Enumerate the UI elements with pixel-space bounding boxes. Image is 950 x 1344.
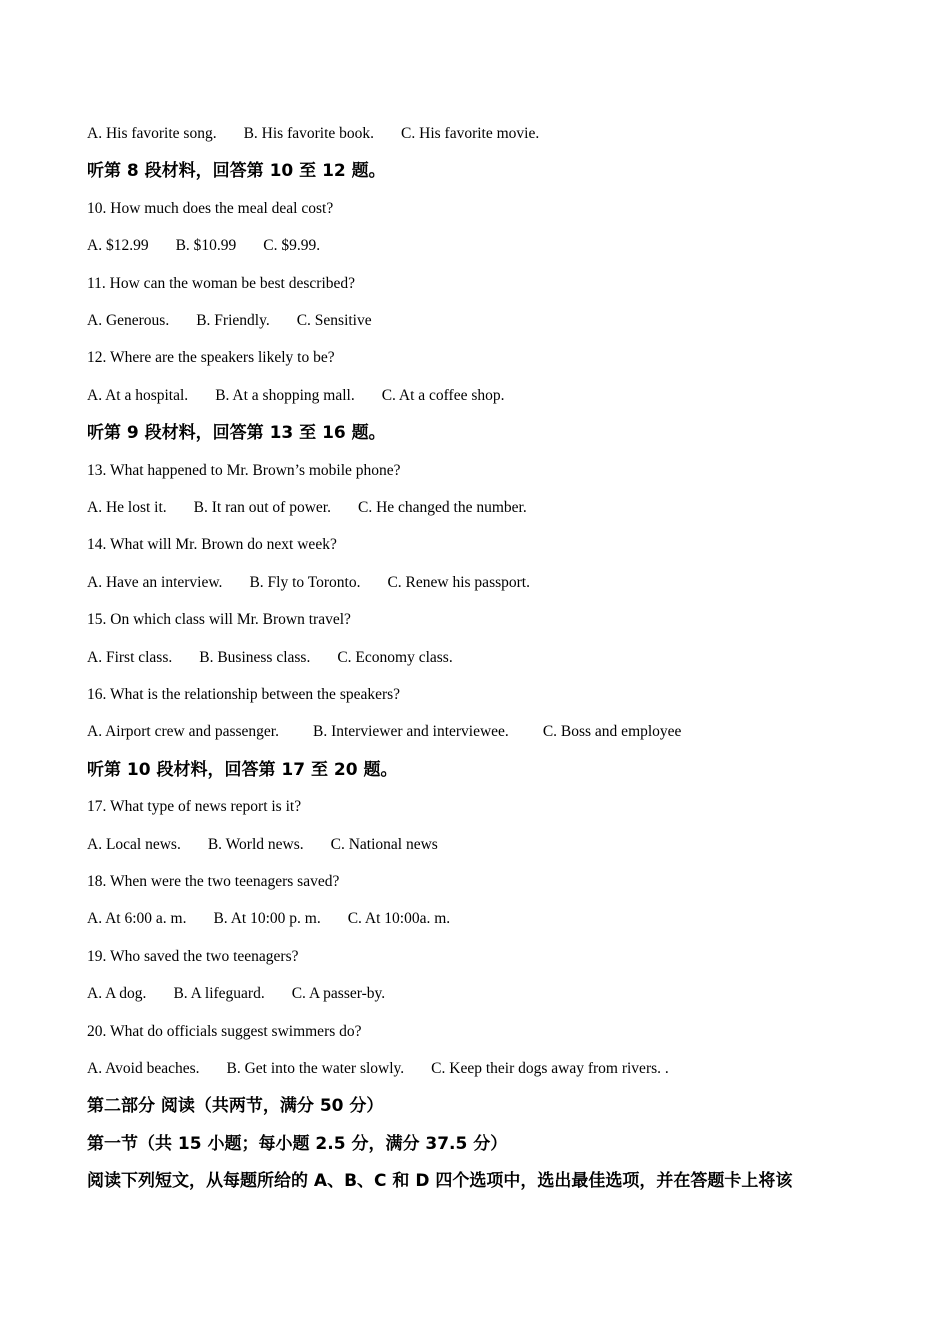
answer-option: A. At a hospital. (87, 387, 189, 404)
answer-option: A. A dog. (87, 985, 147, 1002)
answer-option: C. Renew his passport. (387, 574, 530, 591)
answer-option: C. His favorite movie. (401, 125, 540, 142)
answer-options (87, 648, 453, 668)
answer-option: B. Get into the water slowly. (226, 1060, 405, 1077)
answer-option: A. He lost it. (87, 499, 167, 516)
answer-option: B. Interviewer and interviewee. (312, 723, 509, 740)
answer-option: B. At a shopping mall. (215, 387, 355, 404)
answer-options (87, 386, 505, 406)
question-text: 10. How much does the meal deal cost? (87, 200, 334, 217)
answer-option: B. World news. (207, 836, 304, 853)
answer-option: C. Boss and employee (542, 723, 682, 740)
answer-option: B. At 10:00 p. m. (213, 910, 321, 927)
question-text: 15. On which class will Mr. Brown travel? (87, 611, 351, 628)
question-text: 16. What is the relationship between the speakers? (87, 686, 401, 703)
answer-option: C. A passer-by. (291, 985, 386, 1002)
question-text: 17. What type of news report is it? (87, 798, 302, 815)
answer-option: B. It ran out of power. (193, 499, 331, 516)
answer-options (87, 722, 681, 742)
answer-option: C. At 10:00a. m. (347, 910, 451, 927)
answer-option: C. Economy class. (337, 649, 453, 666)
section-heading: 听第 10 段材料，回答第 17 至 20 题。 (87, 760, 398, 780)
answer-option: C. National news (330, 836, 438, 853)
answer-option: B. His favorite book. (243, 125, 375, 142)
answer-option: C. $9.99. (263, 237, 321, 254)
answer-options (87, 984, 385, 1004)
section-heading: 阅读下列短文，从每题所给的 A、B、C 和 D 四个选项中，选出最佳选项，并在答题卡上将该 (87, 1171, 793, 1191)
answer-options (87, 498, 527, 518)
answer-option: C. He changed the number. (357, 499, 527, 516)
answer-option: C. Sensitive (296, 312, 372, 329)
answer-option: B. Business class. (199, 649, 311, 666)
answer-options (87, 236, 320, 256)
question-text: 19. Who saved the two teenagers? (87, 948, 299, 965)
answer-option: A. Avoid beaches. (87, 1060, 200, 1077)
answer-option: C. Keep their dogs away from rivers. . (431, 1060, 669, 1077)
answer-options (87, 311, 372, 331)
answer-option: A. His favorite song. (87, 125, 217, 142)
question-text: 14. What will Mr. Brown do next week? (87, 536, 337, 553)
answer-options (87, 1059, 669, 1079)
question-text: 13. What happened to Mr. Brown’s mobile phone? (87, 462, 401, 479)
answer-option: A. First class. (87, 649, 173, 666)
answer-option: A. Airport crew and passenger. (87, 723, 279, 740)
answer-option: A. Local news. (87, 836, 181, 853)
answer-options (87, 909, 450, 929)
answer-options (87, 835, 438, 855)
section-heading: 听第 8 段材料，回答第 10 至 12 题。 (87, 161, 386, 181)
answer-options (87, 573, 530, 593)
answer-option: B. $10.99 (175, 237, 237, 254)
answer-option: A. Have an interview. (87, 574, 223, 591)
section-heading: 第二部分 阅读（共两节，满分 50 分） (87, 1096, 384, 1116)
section-heading: 第一节（共 15 小题；每小题 2.5 分，满分 37.5 分） (87, 1134, 508, 1154)
question-text: 11. How can the woman be best described? (87, 275, 356, 292)
answer-option: B. A lifeguard. (173, 985, 265, 1002)
answer-option: B. Friendly. (196, 312, 270, 329)
question-text: 20. What do officials suggest swimmers do? (87, 1023, 362, 1040)
answer-option: A. Generous. (87, 312, 170, 329)
answer-option: C. At a coffee shop. (381, 387, 505, 404)
question-text: 18. When were the two teenagers saved? (87, 873, 340, 890)
answer-options (87, 124, 539, 144)
answer-option: A. At 6:00 a. m. (87, 910, 187, 927)
question-text: 12. Where are the speakers likely to be? (87, 349, 335, 366)
section-heading: 听第 9 段材料，回答第 13 至 16 题。 (87, 423, 386, 443)
answer-option: A. $12.99 (87, 237, 149, 254)
answer-option: B. Fly to Toronto. (249, 574, 361, 591)
